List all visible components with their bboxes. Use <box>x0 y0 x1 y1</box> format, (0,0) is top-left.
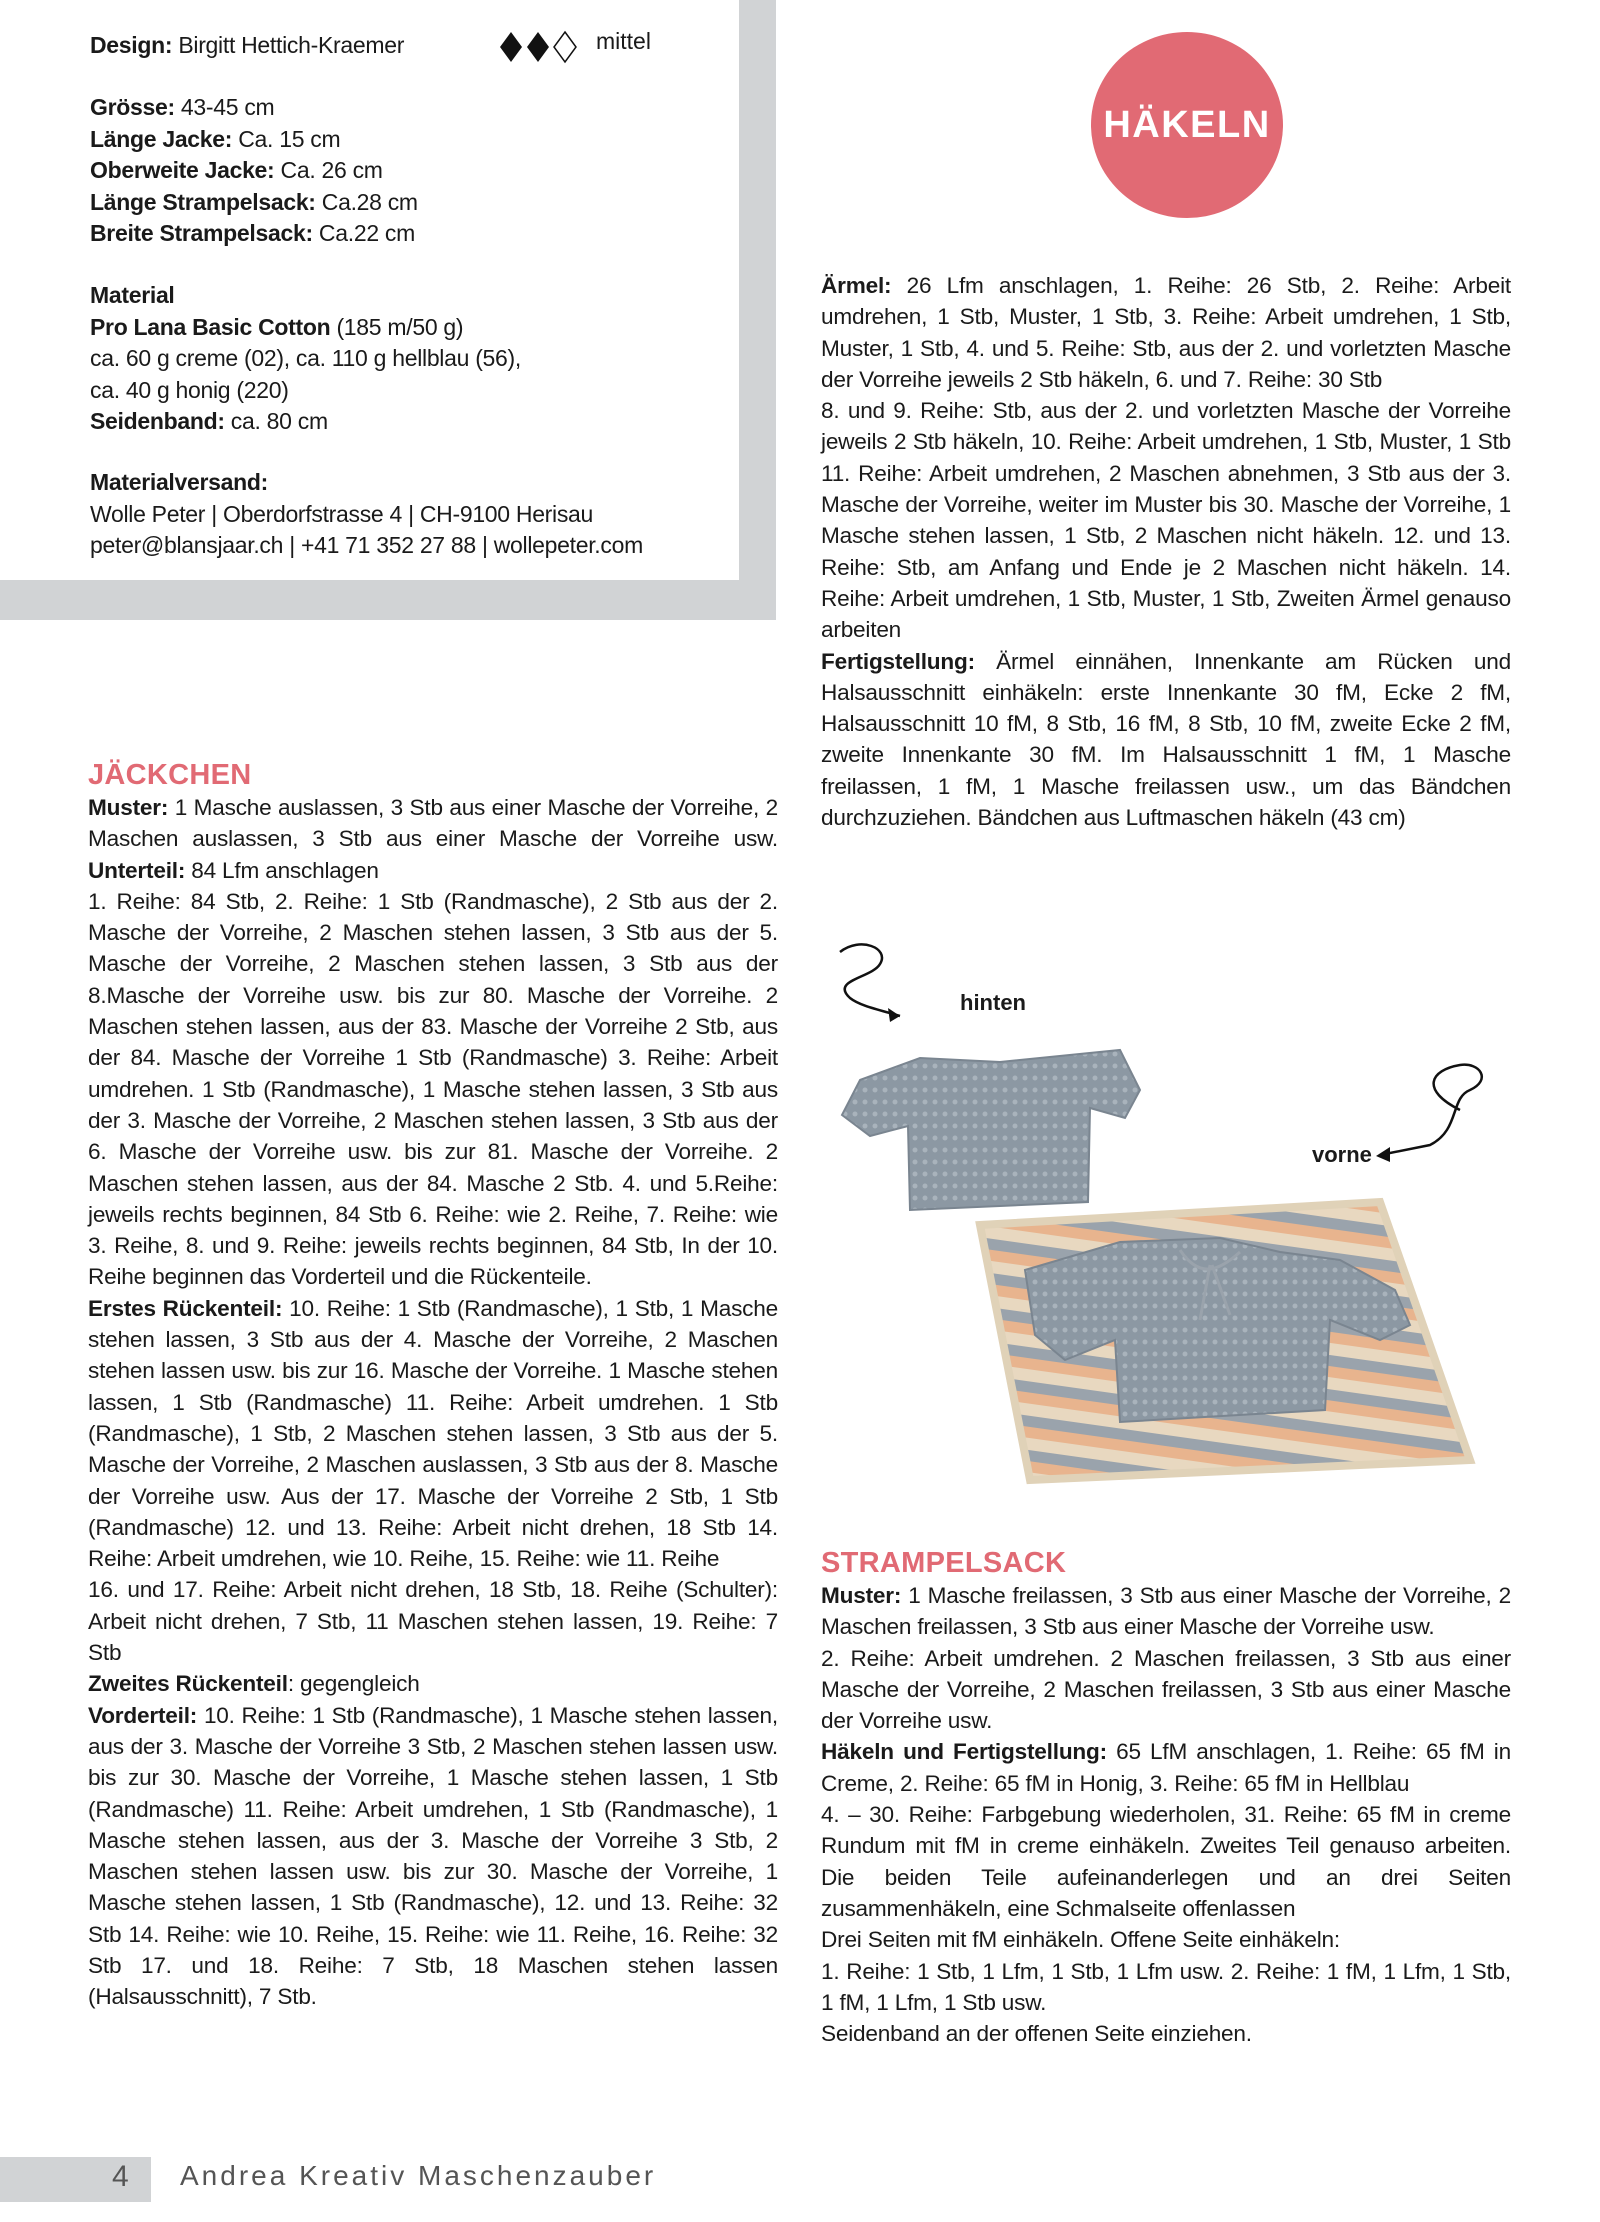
size-value: Ca. 15 cm <box>232 125 341 152</box>
size-item <box>90 124 418 156</box>
strampelsack-section <box>821 1546 1511 2049</box>
instruction-text: 4. – 30. Reihe: Farbgebung wiederholen, 31. Reihe: 65 fM in creme Rundum mit fM in creme einhäkeln. Zweites Teil genauso arbeiten. Die beiden Teile aufeinanderlegen und an drei Seiten zusammenhäkeln, eine Schmalseite offenlassen <box>821 1802 1511 1921</box>
instruction-paragraph <box>821 1580 1511 1643</box>
instruction-text: 1 Masche freilassen, 3 Stb aus einer Masche der Vorreihe, 2 Maschen freilassen, 3 Stb aus einer Masche der Vorreihe usw. <box>821 1583 1511 1640</box>
info-box <box>0 0 739 580</box>
instruction-label: Fertigstellung: <box>821 648 975 674</box>
supplier-heading: Materialversand: <box>90 469 268 495</box>
yarn-spec: (185 m/50 g) <box>330 313 464 340</box>
size-item <box>90 92 418 124</box>
size-value: 43-45 cm <box>174 94 275 120</box>
instruction-paragraph <box>821 1924 1511 1955</box>
diamond-filled-icon <box>500 32 522 62</box>
instruction-paragraph <box>821 1736 1511 1799</box>
instruction-text: Ärmel einnähen, Innenkante am Rücken und Halsausschnitt einhäkeln: erste Innenkante 30 fM, Ecke 2 fM, Halsausschnitt 10 fM, 8 Stb, 16 fM, 8 Stb, 10 fM, zweite Ecke 2 fM, zweite Innenkante 30 fM. Im Halsausschnitt 1 fM, 1 Masche freilassen, 1 fM, 1 Masche freilassen usw., um das Bändchen durchzuziehen. Bändchen aus Luftmaschen häkeln (43 cm) <box>821 648 1511 831</box>
diamond-empty-icon <box>554 32 576 62</box>
aermel-section <box>821 270 1511 833</box>
designer-line <box>90 30 404 62</box>
instruction-text: 16. und 17. Reihe: Arbeit nicht drehen, 18 Stb, 18. Reihe (Schulter): Arbeit nicht drehen, 7 Stb, 11 Maschen stehen lassen, 19. Reihe: 7 Stb <box>88 1577 778 1666</box>
label-front: vorne <box>1312 1142 1372 1167</box>
instruction-label: Zweites Rückenteil <box>88 1671 288 1697</box>
diamond-filled-icon <box>527 32 549 62</box>
instruction-paragraph <box>88 1668 778 1699</box>
product-photo <box>820 940 1520 1500</box>
ribbon-label: Seidenband: <box>90 408 225 434</box>
size-item <box>90 187 418 219</box>
instruction-label: Erstes Rückenteil: <box>88 1295 283 1321</box>
page-number: 4 <box>112 2160 129 2193</box>
section-heading-jaeckchen: JÄCKCHEN <box>88 759 252 791</box>
size-item <box>90 155 418 187</box>
size-value: Ca. 26 cm <box>274 157 383 183</box>
instruction-text: 1 Masche auslassen, 3 Stb aus einer Masche der Vorreihe, 2 Maschen auslassen, 3 Stb aus einer Masche der Vorreihe usw. <box>88 795 778 852</box>
material-section <box>90 280 521 438</box>
instruction-label: Unterteil: <box>88 857 186 883</box>
instruction-text: Drei Seiten mit fM einhäkeln. Offene Seite einhäkeln: <box>821 1927 1340 1953</box>
instruction-label: Muster: <box>821 1583 902 1608</box>
instruction-paragraph <box>821 1643 1511 1737</box>
size-label: Grösse: <box>90 94 175 120</box>
magazine-title: Andrea Kreativ Maschenzauber <box>180 2160 657 2191</box>
instruction-paragraph <box>88 886 778 1293</box>
difficulty-label: mittel <box>596 28 651 54</box>
instruction-text: 2. Reihe: Arbeit umdrehen. 2 Maschen freilassen, 3 Stb aus einer Masche der Vorreihe, 2 Maschen freilassen, 3 Stb aus einer Masche der Vorreihe usw. <box>821 1645 1511 1734</box>
strampelsack-instructions <box>821 1580 1511 2049</box>
instruction-paragraph <box>821 2018 1511 2049</box>
size-value: Ca.28 cm <box>315 188 418 215</box>
sweater-back-image <box>842 1050 1140 1210</box>
size-list <box>90 92 418 250</box>
size-label: Länge Jacke: <box>90 125 233 152</box>
designer-name: Birgitt Hettich-Kraemer <box>172 32 405 58</box>
instruction-label: Muster: <box>88 795 169 820</box>
instruction-label: Vorderteil: <box>88 1702 198 1728</box>
instruction-label: Ärmel: <box>821 273 892 298</box>
jaeckchen-instructions <box>88 792 778 2013</box>
yarn-amount-2: ca. 40 g honig (220) <box>90 376 289 403</box>
ribbon-value: ca. 80 cm <box>224 408 328 434</box>
designer-label: Design: <box>90 32 173 58</box>
instruction-text: 65 LfM anschlagen, 1. Reihe: 65 fM in Creme, 2. Reihe: 65 fM in Honig, 3. Reihe: 65 fM in Hellblau <box>821 1739 1511 1796</box>
supplier-section <box>90 467 643 562</box>
aermel-instructions <box>821 270 1511 833</box>
badge-label: HÄKELN <box>1103 103 1271 146</box>
instruction-paragraph <box>88 1700 778 2013</box>
instruction-text: : gegengleich <box>287 1671 420 1697</box>
instruction-paragraph <box>821 1956 1511 2019</box>
arrow-back-icon <box>840 944 900 1016</box>
instruction-text: 1. Reihe: 1 Stb, 1 Lfm, 1 Stb, 1 Lfm usw. 2. Reihe: 1 fM, 1 Lfm, 1 Stb, 1 fM, 1 Lfm, 1 Stb usw. <box>821 1958 1511 2015</box>
yarn-name: Pro Lana Basic Cotton <box>90 313 331 340</box>
instruction-paragraph <box>88 1574 778 1668</box>
instruction-paragraph <box>821 646 1511 834</box>
crochet-items-image <box>820 940 1520 1500</box>
jaeckchen-section <box>88 758 778 2013</box>
supplier-contact: peter@blansjaar.ch | +41 71 352 27 88 | wollepeter.com <box>90 532 643 558</box>
instruction-text: 8. und 9. Reihe: Stb, aus der 2. und vorletzten Masche der Vorreihe jeweils 2 Stb häkeln, 10. Reihe: Arbeit umdrehen, 1 Stb, Muster, 1 Stb 11. Reihe: Arbeit umdrehen, 2 Maschen abnehmen, 3 Stb aus der 3. Masche der Vorreihe, weiter im Muster bis 30. Masche der Vorreihe, 1 Masche stehen lassen, 1 Stb, 2 Maschen nicht häkeln. 12. und 13. Reihe: Stb, am Anfang und Ende je 2 Maschen nicht häkeln. 14. Reihe: Arbeit umdrehen, 1 Stb, Muster, 1 Stb, Zweiten Ärmel genauso arbeiten <box>821 398 1511 643</box>
instruction-text: 26 Lfm anschlagen, 1. Reihe: 26 Stb, 2. Reihe: Arbeit umdrehen, 1 Stb, Muster, 1 Stb, 3. Reihe: Arbeit umdrehen, 1 Stb, Muster, 1 Stb, 4. und 5. Reihe: Stb, aus der 2. und vorletzten Masche der Vorreihe jeweils 2 Stb häkeln, 6. und 7. Reihe: 30 Stb <box>821 273 1511 392</box>
crochet-badge <box>1091 32 1283 218</box>
size-label: Länge Strampelsack: <box>90 188 316 215</box>
size-label: Breite Strampelsack: <box>90 220 313 246</box>
arrow-front-icon <box>1380 1065 1482 1155</box>
size-item <box>90 218 418 250</box>
size-value: Ca.22 cm <box>312 220 415 246</box>
instruction-text: 10. Reihe: 1 Stb (Randmasche), 1 Stb, 1 Masche stehen lassen, 3 Stb aus der 4. Masche der Vorreihe, 2 Maschen stehen lassen usw. bis zur 16. Masche der Vorreihe. 1 Masche stehen lassen, 1 Stb (Randmasche) 11. Reihe: Arbeit umdrehen. 1 Stb (Randmasche), 1 Stb, 2 Maschen stehen lassen, 3 Stb aus der 5. Masche der Vorreihe, 2 Maschen auslassen, 3 Stb aus der 8. Masche der Vorreihe usw. Aus der 17. Masche der Vorreihe 2 Stb, 1 Stb (Randmasche) 12. und 13. Reihe: Arbeit nicht drehen, 18 Stb 14. Reihe: Arbeit umdrehen, wie 10. Reihe, 15. Reihe: wie 11. Reihe <box>88 1295 778 1572</box>
yarn-amount-1: ca. 60 g creme (02), ca. 110 g hellblau (56), <box>90 345 521 371</box>
instruction-paragraph <box>821 395 1511 645</box>
instruction-text: 1. Reihe: 84 Stb, 2. Reihe: 1 Stb (Randmasche), 2 Stb aus der 2. Masche der Vorreihe, 2 Maschen stehen lassen, 3 Stb aus der 5. Masche der Vorreihe, 2 Maschen stehen lassen, 3 Stb aus der 8.Masche der Vorreihe usw. bis zur 80. Masche der Vorreihe. 2 Maschen stehen lassen, aus der 83. Masche der Vorreihe 2 Stb, aus der 84. Masche der Vorreihe 1 Stb (Randmasche) 3. Reihe: Arbeit umdrehen. 1 Stb (Randmasche), 1 Masche stehen lassen, 3 Stb aus der 3. Masche der Vorreihe, 2 Maschen stehen lassen, 3 Stb aus der 6. Masche der Vorreihe usw. bis zur 81. Masche der Vorreihe. 2 Maschen stehen lassen, aus der 84. Masche 2 Stb. 4. und 5.Reihe: jeweils rechts beginnen, 84 Stb 6. Reihe: wie 2. Reihe, 7. Reihe: wie 3. Reihe, 8. und 9. Reihe: jeweils rechts beginnen, 84 Stb, In der 10. Reihe beginnen das Vorderteil und die Rückenteile. <box>88 888 778 1290</box>
instruction-text: 84 Lfm anschlagen <box>185 857 379 883</box>
instruction-text: 10. Reihe: 1 Stb (Randmasche), 1 Masche stehen lassen, aus der 3. Masche der Vorreihe 3 Stb, 2 Maschen stehen lassen usw. bis zur 30. Masche der Vorreihe, 1 Masche stehen lassen, 1 Stb (Randmasche) 11. Reihe: Arbeit umdrehen, 1 Stb (Randmasche), 1 Masche stehen lassen, aus der 3. Masche der Vorreihe 3 Stb, 2 Maschen stehen lassen usw. bis zur 30. Masche der Vorreihe, 1 Masche stehen lassen, 1 Stb (Randmasche), 12. und 13. Reihe: 32 Stb 14. Reihe: wie 10. Reihe, 15. Reihe: wie 11. Reihe, 16. Reihe: 32 Stb 17. und 18. Reihe: 7 Stb, 18 Maschen stehen lassen (Halsausschnitt), 7 Stb. <box>88 1702 778 2010</box>
instruction-paragraph <box>88 792 778 886</box>
instruction-paragraph <box>821 270 1511 395</box>
instruction-text: Seidenband an der offenen Seite einziehen. <box>821 2021 1252 2047</box>
instruction-label: Häkeln und Fertigstellung: <box>821 1739 1107 1765</box>
difficulty-diamonds-icon <box>498 30 582 64</box>
instruction-paragraph <box>88 1293 778 1575</box>
supplier-address: Wolle Peter | Oberdorfstrasse 4 | CH-9100 Herisau <box>90 500 594 527</box>
instruction-paragraph <box>821 1799 1511 1924</box>
label-back: hinten <box>960 990 1026 1015</box>
section-heading-strampelsack: STRAMPELSACK <box>821 1547 1067 1579</box>
material-heading: Material <box>90 282 175 308</box>
size-label: Oberweite Jacke: <box>90 157 275 183</box>
